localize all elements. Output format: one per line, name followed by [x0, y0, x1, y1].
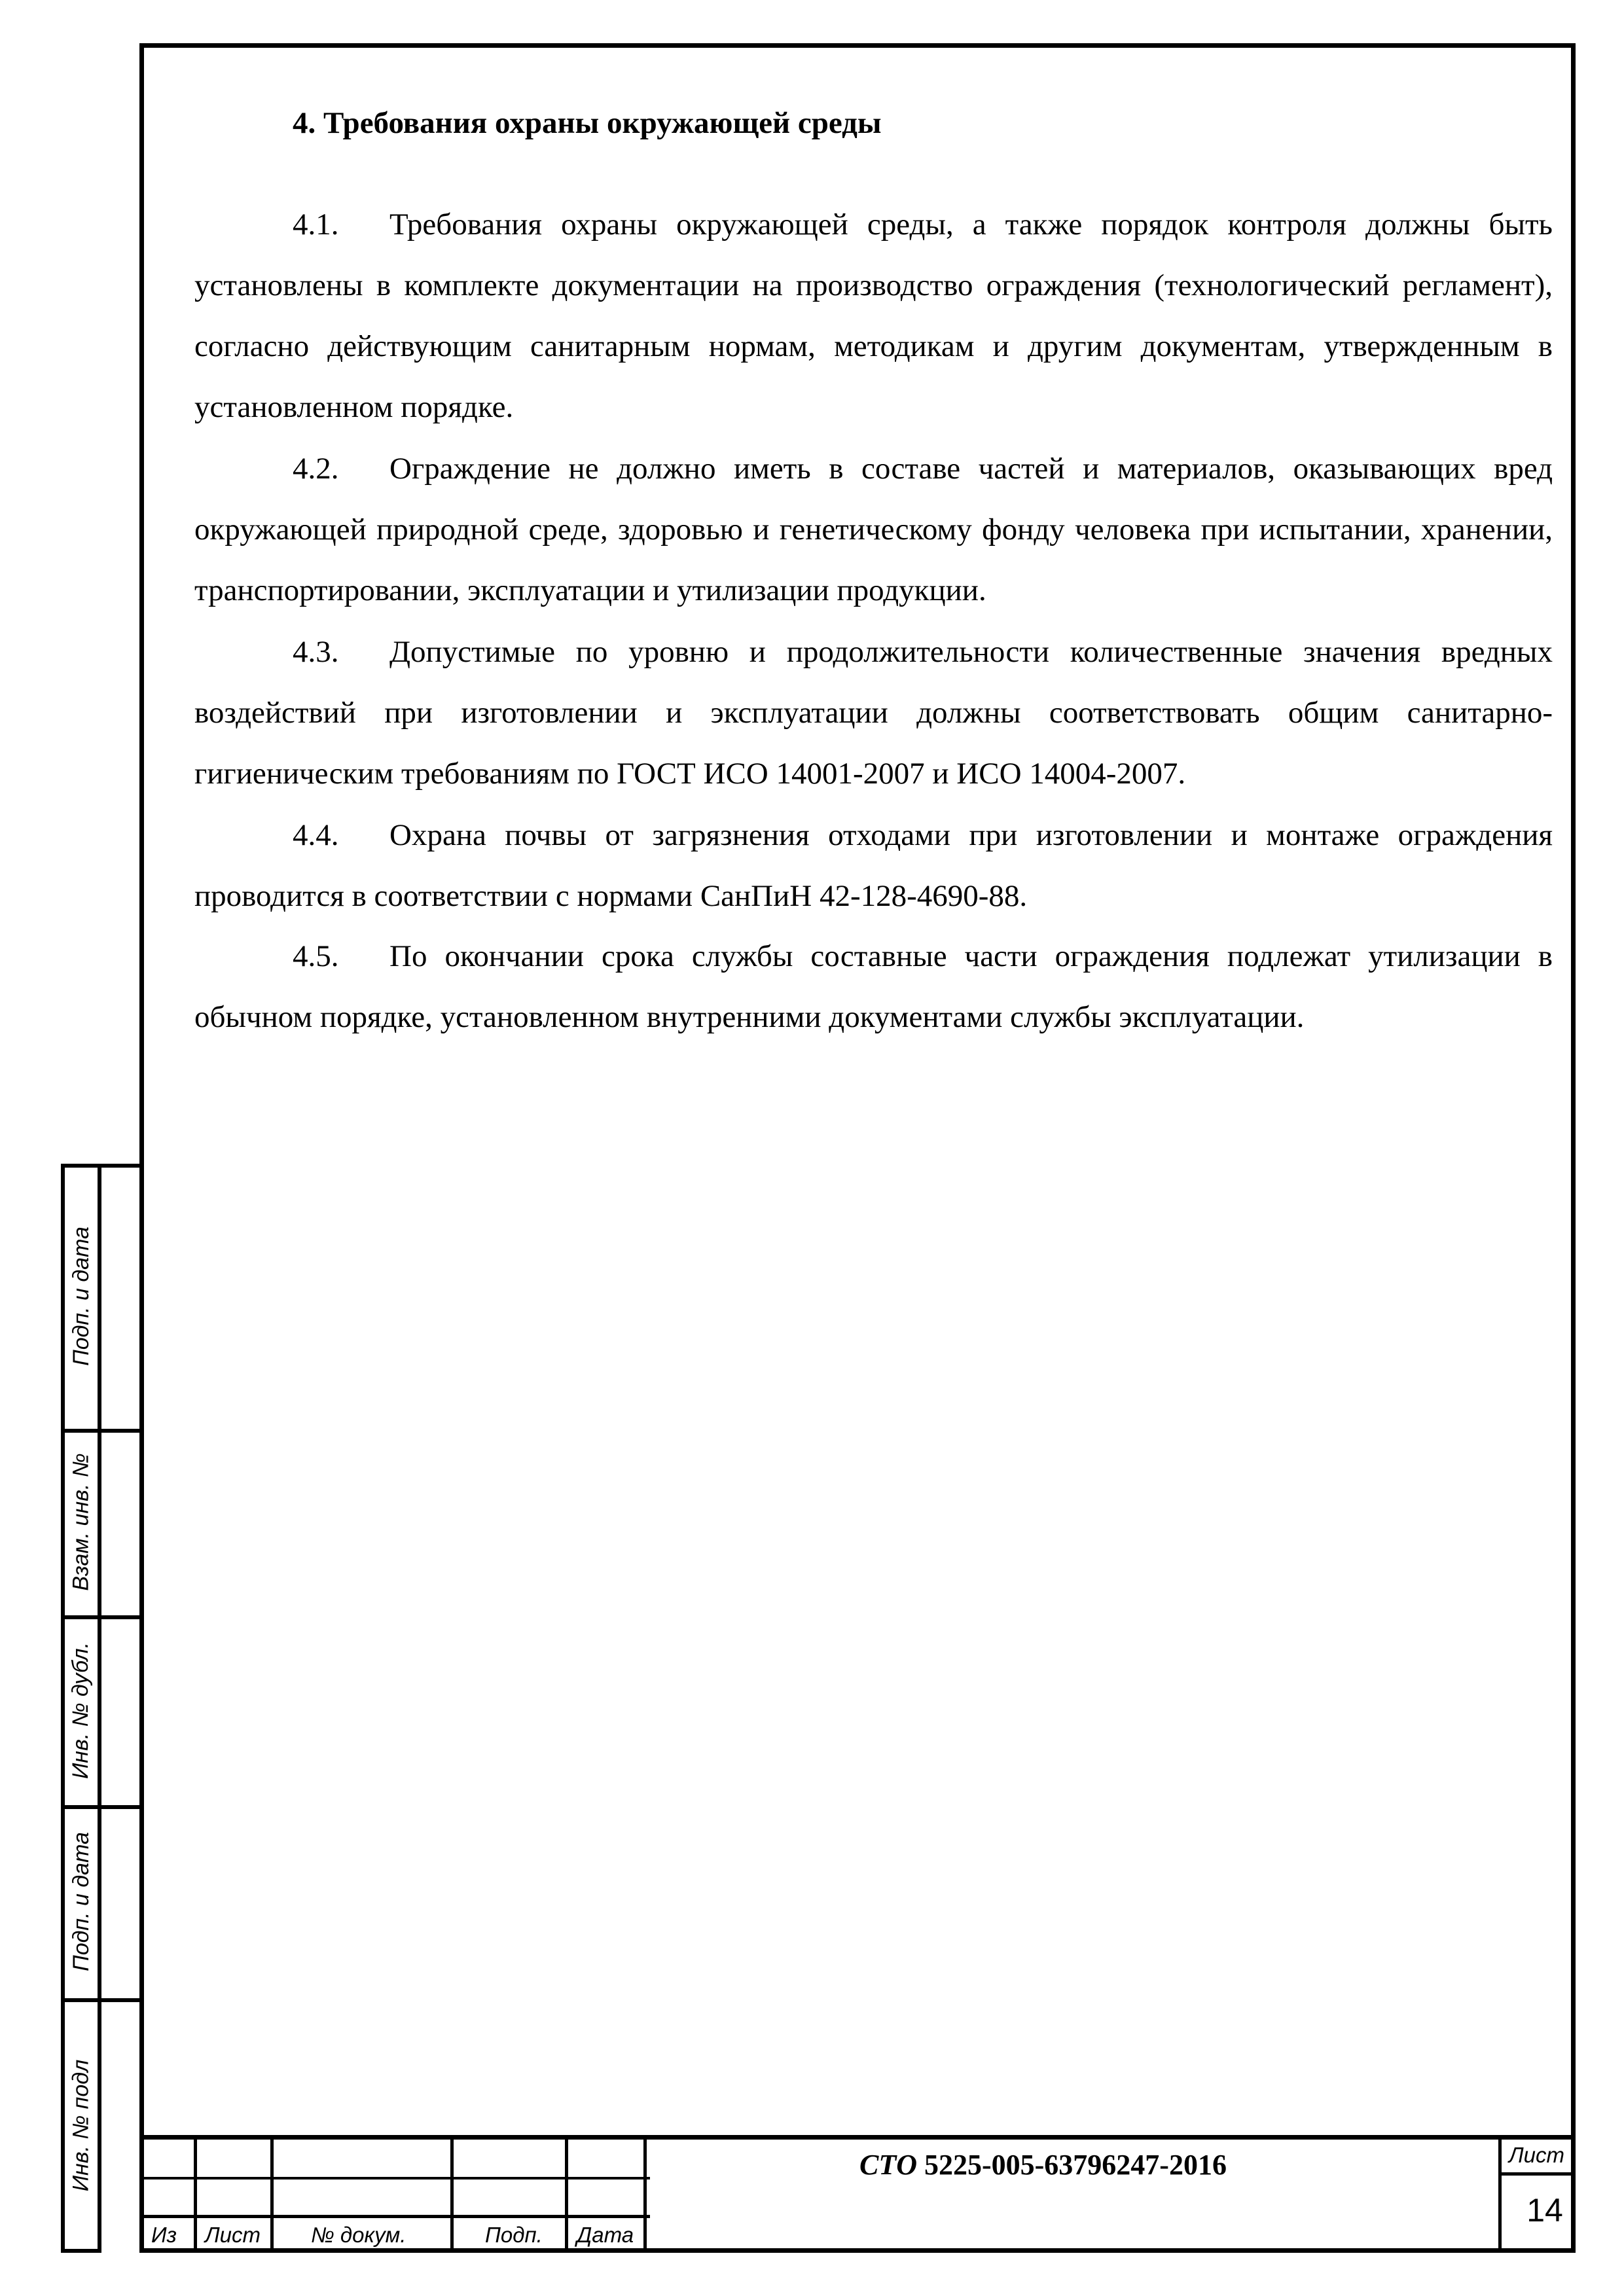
paragraph-4-5: [194, 926, 1553, 1048]
paragraph-text: По окончании срока службы составные части ограждения подлежат утилизации в обычном порядке, установленном внутренними документами службы эксплуатации.: [194, 939, 1553, 1034]
paragraph-text: Охрана почвы от загрязнения отходами при изготовлении и монтаже ограждения проводится в соответствии с нормами СанПиН 42-128-4690-88.: [194, 818, 1553, 913]
title-block-row-line: [1498, 2172, 1576, 2176]
paragraph-number: 4.2.: [293, 452, 339, 486]
title-block-row-line: [139, 2215, 650, 2218]
title-block-col-line: [450, 2135, 454, 2253]
title-block-col-line: [1498, 2135, 1502, 2253]
side-label-replaced-inv: Взам. инв. №: [68, 1453, 94, 1591]
document-code: СТО 5225-005-63796247-2016: [859, 2149, 1227, 2181]
column-label-date: Дата: [577, 2223, 634, 2247]
paragraph-number: 4.5.: [293, 939, 339, 973]
paragraph-text: Ограждение не должно иметь в составе частей и материалов, оказывающих вред окружающей природной среде, здоровью и генетическому фонду человека при испытании, хранении, транспортировании, эксплуатации и утилизации продукции.: [194, 452, 1553, 607]
title-block-col-line: [270, 2135, 274, 2253]
paragraph-number: 4.3.: [293, 635, 339, 669]
title-block: [139, 2135, 1576, 2253]
title-block-col-line: [565, 2135, 568, 2253]
title-block-col-line: [194, 2135, 197, 2253]
side-label-sign-date-2: Подп. и дата: [68, 1832, 94, 1971]
paragraph-4-4: [194, 805, 1553, 927]
paragraph-4-3: [194, 622, 1553, 804]
sheet-label: Лист: [1509, 2143, 1564, 2167]
paragraph-4-2: [194, 439, 1553, 621]
column-label-doc-number: № докум.: [311, 2223, 406, 2247]
paragraph-number: 4.1.: [293, 207, 339, 242]
title-block-row-line: [139, 2177, 650, 2179]
side-stamp: [61, 1164, 144, 2253]
side-stamp-value-column: [98, 1164, 144, 2253]
side-label-sign-date: Подп. и дата: [68, 1227, 94, 1366]
paragraph-text: Допустимые по уровню и продолжительности количественные значения вредных воздействий при изготовлении и эксплуатации должны соответствовать общим санитарно-гигиеническим требованиям по ГОСТ ИСО 14001-2007 и ИСО 14004-2007.: [194, 635, 1553, 791]
section-heading: 4. Требования охраны окружающей среды: [293, 106, 882, 140]
column-label-sheet: Лист: [205, 2223, 261, 2247]
paragraph-text: Требования охраны окружающей среды, а также порядок контроля должны быть установлены в комплекте документации на производство ограждения (технологический регламент), согласно действующим санитарным нормам, методикам и другим документам, утвержденным в установленном порядке.: [194, 207, 1553, 424]
column-label-signature: Подп.: [485, 2223, 543, 2247]
paragraph-4-1: [194, 194, 1553, 438]
sheet-number: 14: [1526, 2192, 1563, 2229]
paragraph-number: 4.4.: [293, 818, 339, 852]
side-label-original-inv: Инв. № подл: [68, 2059, 94, 2192]
title-block-top-border: [139, 2135, 1576, 2140]
side-label-dup-inv: Инв. № дубл.: [68, 1641, 94, 1779]
column-label-change: Из: [151, 2223, 177, 2247]
title-block-col-line: [643, 2135, 647, 2253]
